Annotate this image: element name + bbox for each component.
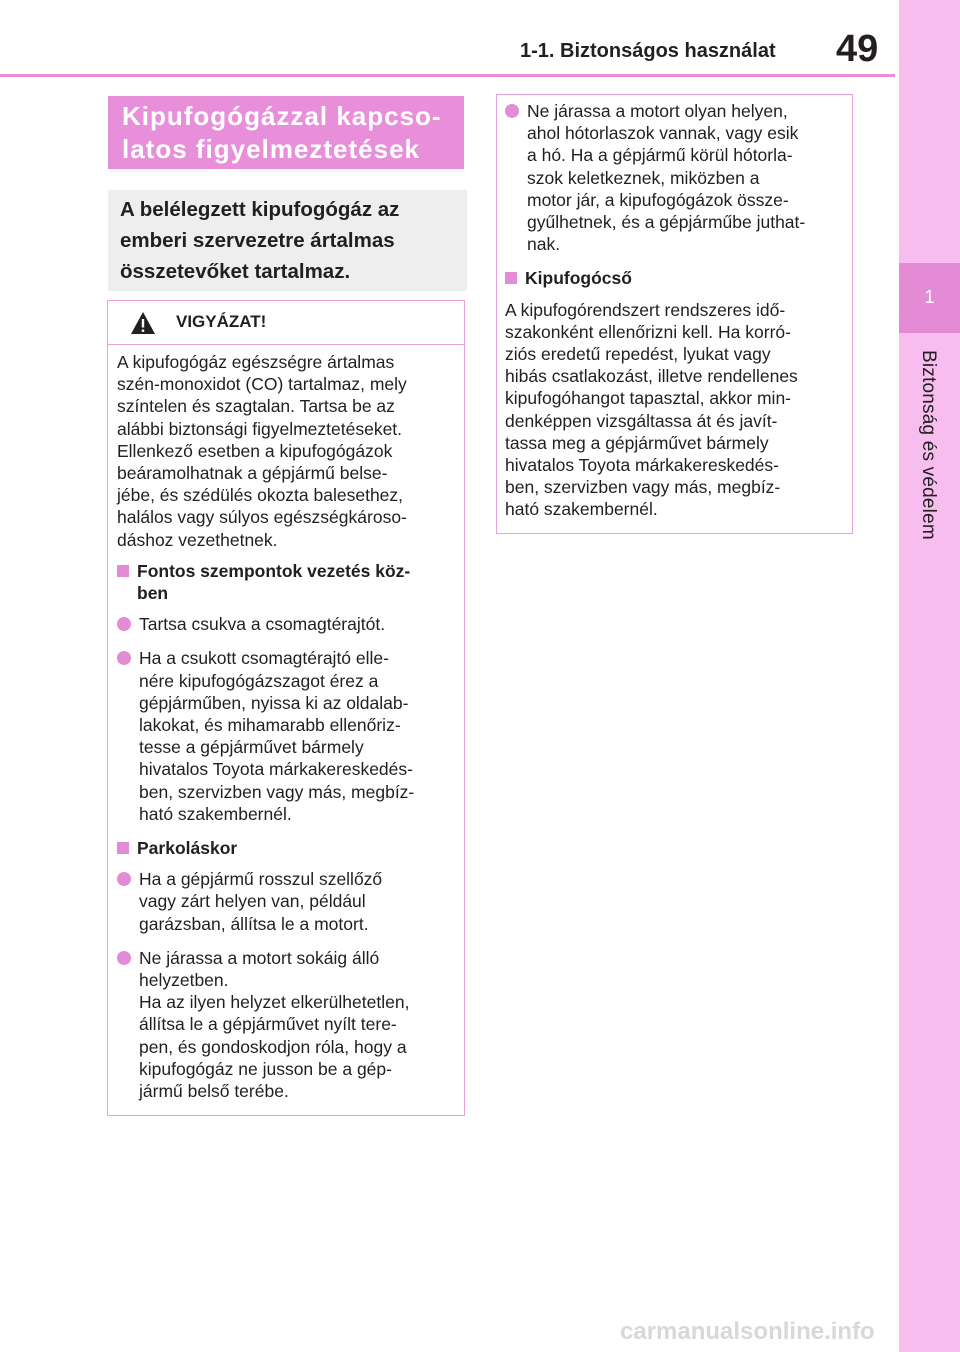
caution-content xyxy=(108,345,464,1102)
text-line: dáshoz vezethetnek. xyxy=(117,529,278,550)
text-line: jármű belső terébe. xyxy=(139,1081,289,1102)
caution-heading-driving xyxy=(117,560,452,604)
text-line: hivatalos Toyota márkakereskedés- xyxy=(505,455,779,476)
text-line: Ha a csukott csomagtérajtó elle- xyxy=(139,648,389,669)
text-line: gyűlhetnek, és a gépjárműbe juthat- xyxy=(527,212,806,233)
text-line: motor jár, a kipufogógázok össze- xyxy=(527,189,789,210)
chapter-number: 1 xyxy=(924,287,935,307)
caution-bullet xyxy=(117,613,452,635)
text-line: szakonként ellenőrizni kell. Ha korró- xyxy=(505,321,791,342)
summary-line: A belélegzett kipufogógáz az xyxy=(120,198,400,221)
text-line: alábbi biztonsági figyelmeztetéseket. xyxy=(117,418,403,439)
text-line: Ne járassa a motort olyan helyen, xyxy=(527,101,788,121)
header-divider xyxy=(0,74,895,77)
caution-box xyxy=(107,300,465,1116)
text-line: szok keletkeznek, miközben a xyxy=(527,167,760,188)
text-line: vagy zárt helyen van, például xyxy=(139,891,366,912)
text-line: kipufogóhangot tapasztal, akkor min- xyxy=(505,388,791,409)
caution-bullet xyxy=(117,647,452,825)
text-line: nak. xyxy=(527,234,561,255)
continued-content xyxy=(497,95,852,521)
watermark: carmanualsonline.info xyxy=(620,1318,875,1345)
text-line: ahol hótorlaszok vannak, vagy esik xyxy=(527,123,799,144)
text-line: helyzetben. xyxy=(139,970,229,991)
caution-header xyxy=(108,301,464,345)
section-summary xyxy=(108,190,467,291)
chapter-label: Biztonság és védelem xyxy=(918,350,939,540)
text-line: tassa meg a gépjárművet bármely xyxy=(505,432,769,453)
continued-heading-exhaust-pipe xyxy=(505,267,842,289)
text-line: Ellenkező esetben a kipufogógázok xyxy=(117,440,393,461)
text-line: szén-monoxidot (CO) tartalmaz, mely xyxy=(117,374,407,395)
text-line: gépjárműben, nyissa ki az oldalab- xyxy=(139,692,409,713)
continued-bullet xyxy=(505,100,842,255)
text-line: denképpen vizsgáltassa át és javít- xyxy=(505,410,778,431)
text-line: kipufogógáz ne jusson be a gép- xyxy=(139,1058,392,1079)
text-line: jébe, és szédülés okozta balesethez, xyxy=(117,485,404,506)
caution-heading-parking xyxy=(117,837,452,859)
section-title-line: latos figyelmeztetések xyxy=(122,134,421,164)
caution-bullet xyxy=(117,868,452,935)
text-line: lakokat, és mihamarabb ellenőriz- xyxy=(139,715,401,736)
text-line: Ha az ilyen helyzet elkerülhetetlen, xyxy=(139,992,410,1013)
text-line: Kipufogócső xyxy=(525,268,632,289)
text-line: a hó. Ha a gépjármű körül hótorla- xyxy=(527,145,793,166)
continued-paragraph xyxy=(505,299,842,521)
text-line: ziós eredetű repedést, lyukat vagy xyxy=(505,344,771,365)
text-line: színtelen és szagtalan. Tartsa be az xyxy=(117,396,395,417)
caution-continued-box xyxy=(496,94,853,534)
text-line: ható szakembernél. xyxy=(505,499,658,520)
text-line: ben, szervizben vagy más, megbíz- xyxy=(505,477,781,498)
text-line: hivatalos Toyota márkakereskedés- xyxy=(139,759,413,780)
section-title-line: Kipufogógázzal kapcso- xyxy=(122,101,442,131)
text-line: tesse a gépjárművet bármely xyxy=(139,737,364,758)
text-line: garázsban, állítsa le a motort. xyxy=(139,913,369,934)
summary-line: emberi szervezetre ártalmas xyxy=(120,229,395,252)
caution-intro xyxy=(117,351,452,551)
chapter-side-tab xyxy=(899,0,960,1352)
text-line: állítsa le a gépjárművet nyílt tere- xyxy=(139,1014,397,1035)
text-line: Parkoláskor xyxy=(137,838,238,859)
chapter-number-box xyxy=(899,263,960,333)
caution-bullet xyxy=(117,947,452,1102)
summary-line: összetevőket tartalmaz. xyxy=(120,260,351,283)
text-line: nére kipufogógázszagot érez a xyxy=(139,670,379,691)
warning-triangle-icon xyxy=(130,311,156,335)
header-section-title: 1-1. Biztonságos használat xyxy=(520,40,776,62)
text-line: A kipufogógáz egészségre ártalmas xyxy=(117,352,395,372)
text-line: ható szakembernél. xyxy=(139,803,292,824)
text-line: ben, szervizben vagy más, megbíz- xyxy=(139,781,415,802)
page-number: 49 xyxy=(836,28,879,70)
text-line: Ne járassa a motort sokáig álló xyxy=(139,947,380,968)
text-line: Ha a gépjármű rosszul szellőző xyxy=(139,869,383,890)
text-line: pen, és gondoskodjon róla, hogy a xyxy=(139,1036,407,1057)
caution-title: VIGYÁZAT! xyxy=(176,312,267,331)
text-line: A kipufogórendszert rendszeres idő- xyxy=(505,299,786,320)
text-line: hibás csatlakozást, illetve rendellenes xyxy=(505,366,798,387)
section-title xyxy=(108,96,464,169)
text-line: ben xyxy=(137,583,169,604)
text-line: Fontos szempontok vezetés köz- xyxy=(137,560,411,581)
text-line: Tartsa csukva a csomagtérajtót. xyxy=(139,614,386,635)
text-line: beáramolhatnak a gépjármű belse- xyxy=(117,463,388,484)
text-line: halálos vagy súlyos egészségkároso- xyxy=(117,507,407,528)
